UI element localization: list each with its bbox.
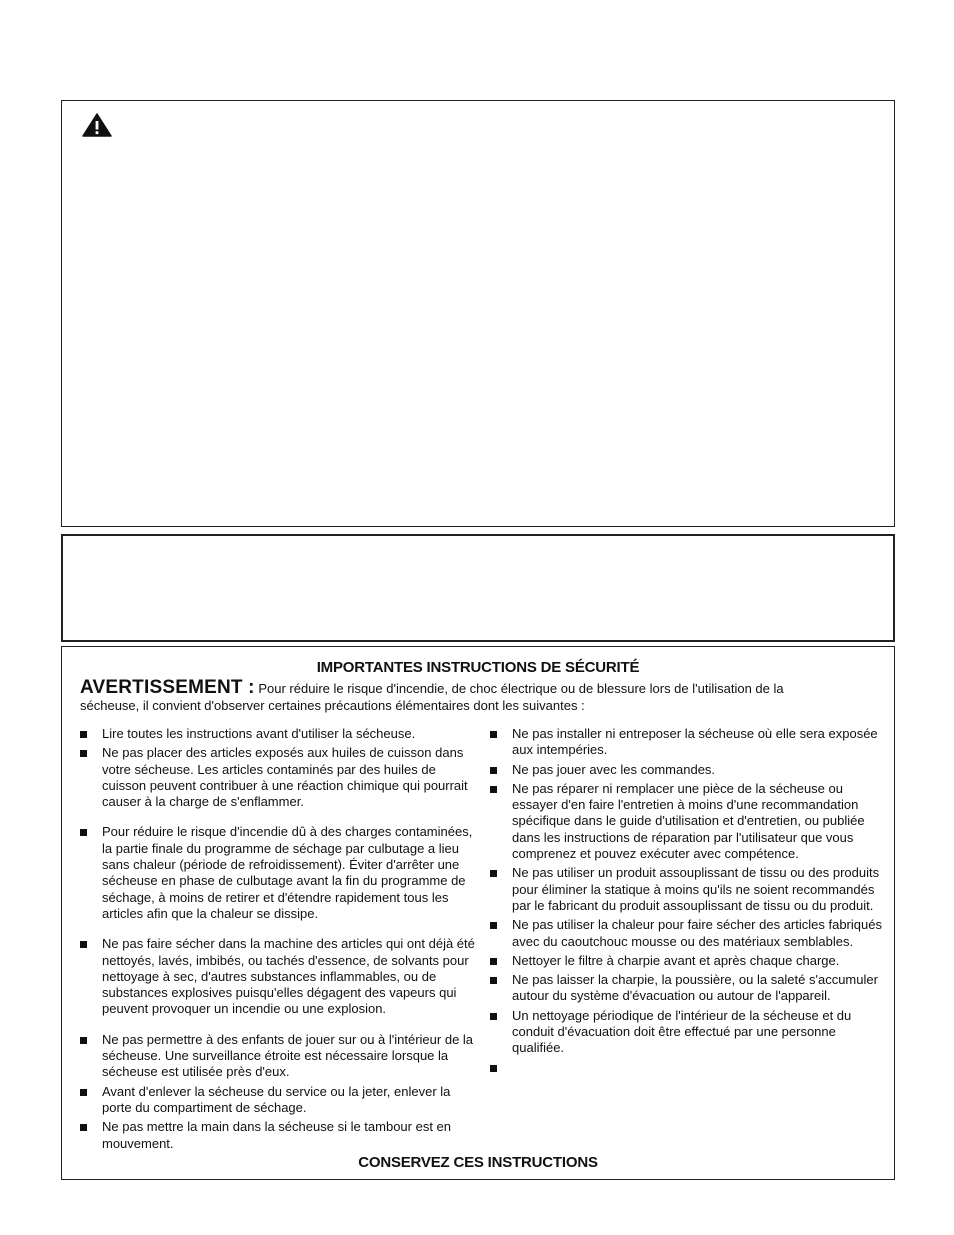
list-item: Ne pas placer des articles exposés aux huiles de cuisson dans votre sécheuse. Les articles contaminés par des huiles de cuisson peuvent contribuer à une réaction chimique qui pourrait causer à la charge de s'enflammer.	[80, 745, 480, 810]
bullet-icon	[80, 731, 87, 738]
list-item: Ne pas jouer avec les commandes.	[490, 762, 890, 778]
bullet-icon	[80, 1037, 87, 1044]
warning-intro	[80, 679, 834, 714]
list-item: Ne pas laisser la charpie, la poussière, ou la saleté s'accumuler autour du système d'évacuation ou autour de l'appareil.	[490, 972, 890, 1005]
bullet-icon	[80, 1124, 87, 1131]
list-item: Avant d'enlever la sécheuse du service ou la jeter, enlever la porte du compartiment de séchage.	[80, 1084, 480, 1117]
bullet-icon	[80, 941, 87, 948]
warning-intro-text: Pour réduire le risque d'incendie, de choc électrique ou de blessure lors de l'utilisation de la sécheuse, il convient d'observer certaines précautions élémentaires dont les suivantes :	[80, 681, 784, 713]
warning-label: AVERTISSEMENT :	[80, 677, 255, 698]
list-item: Ne pas mettre la main dans la sécheuse si le tambour est en mouvement.	[80, 1119, 480, 1152]
list-item: Lire toutes les instructions avant d'utiliser la sécheuse.	[80, 726, 480, 742]
list-item: Ne pas installer ni entreposer la sécheuse où elle sera exposée aux intempéries.	[490, 726, 890, 759]
safety-instructions-box	[61, 646, 895, 1180]
bullet-icon	[490, 1013, 497, 1020]
warning-triangle-icon	[82, 113, 112, 137]
list-item: Ne pas permettre à des enfants de jouer sur ou à l'intérieur de la sécheuse. Une surveillance étroite est nécessaire lorsque la sécheuse est utilisée près d'eux.	[80, 1032, 480, 1081]
bullet-icon	[490, 958, 497, 965]
bullet-icon	[80, 750, 87, 757]
bullet-icon	[490, 870, 497, 877]
bullet-icon	[490, 1065, 497, 1072]
list-item: Ne pas utiliser un produit assouplissant de tissu ou des produits pour éliminer la statique à moins qu'ils ne soient recommandés par le fabricant du produit assouplissant de tissu ou du produit.	[490, 865, 890, 914]
list-item: Nettoyer le filtre à charpie avant et après chaque charge.	[490, 953, 890, 969]
list-item	[490, 1060, 890, 1076]
list-item: Ne pas faire sécher dans la machine des articles qui ont déjà été nettoyés, lavés, imbibés, ou tachés d'essence, de solvants pour nettoyage à sec, d'autres substances inflammables, ou de substances explosives puisqu'elles dégagent des vapeurs qui peuvent provoquer un incendie ou une explosion.	[80, 936, 480, 1017]
bullet-icon	[490, 922, 497, 929]
bullet-icon	[490, 767, 497, 774]
instructions-left-column	[80, 726, 480, 1152]
list-item: Un nettoyage périodique de l'intérieur de la sécheuse et du conduit d'évacuation doit être effectué par une personne qualifiée.	[490, 1008, 890, 1057]
bullet-icon	[490, 786, 497, 793]
list-item: Pour réduire le risque d'incendie dû à des charges contaminées, la partie finale du programme de séchage par culbutage a lieu sans chaleur (période de refroidissement). Éviter d'arrêter une sécheuse en phase de culbutage avant la fin du programme de séchage, à moins de retirer et d'étendre rapidement tous les articles afin que la chaleur se dissipe.	[80, 824, 480, 922]
warning-box-top	[61, 100, 895, 527]
notice-box	[61, 534, 895, 642]
list-item: Ne pas utiliser la chaleur pour faire sécher des articles fabriqués avec du caoutchouc mousse ou des matériaux semblables.	[490, 917, 890, 950]
instructions-right-column	[490, 726, 890, 1076]
bullet-icon	[490, 731, 497, 738]
bullet-icon	[80, 829, 87, 836]
safety-title: IMPORTANTES INSTRUCTIONS DE SÉCURITÉ	[316, 659, 640, 676]
bullet-icon	[80, 1089, 87, 1096]
save-instructions-footer: CONSERVEZ CES INSTRUCTIONS	[358, 1154, 598, 1171]
bullet-icon	[490, 977, 497, 984]
list-item: Ne pas réparer ni remplacer une pièce de la sécheuse ou essayer d'en faire l'entretien à moins d'une recommandation spécifique dans le guide d'utilisation et d'entretien, ou publiée dans les instructions de réparation par l'utilisateur que vous comprenez et pouvez exécuter avec compétence.	[490, 781, 890, 862]
